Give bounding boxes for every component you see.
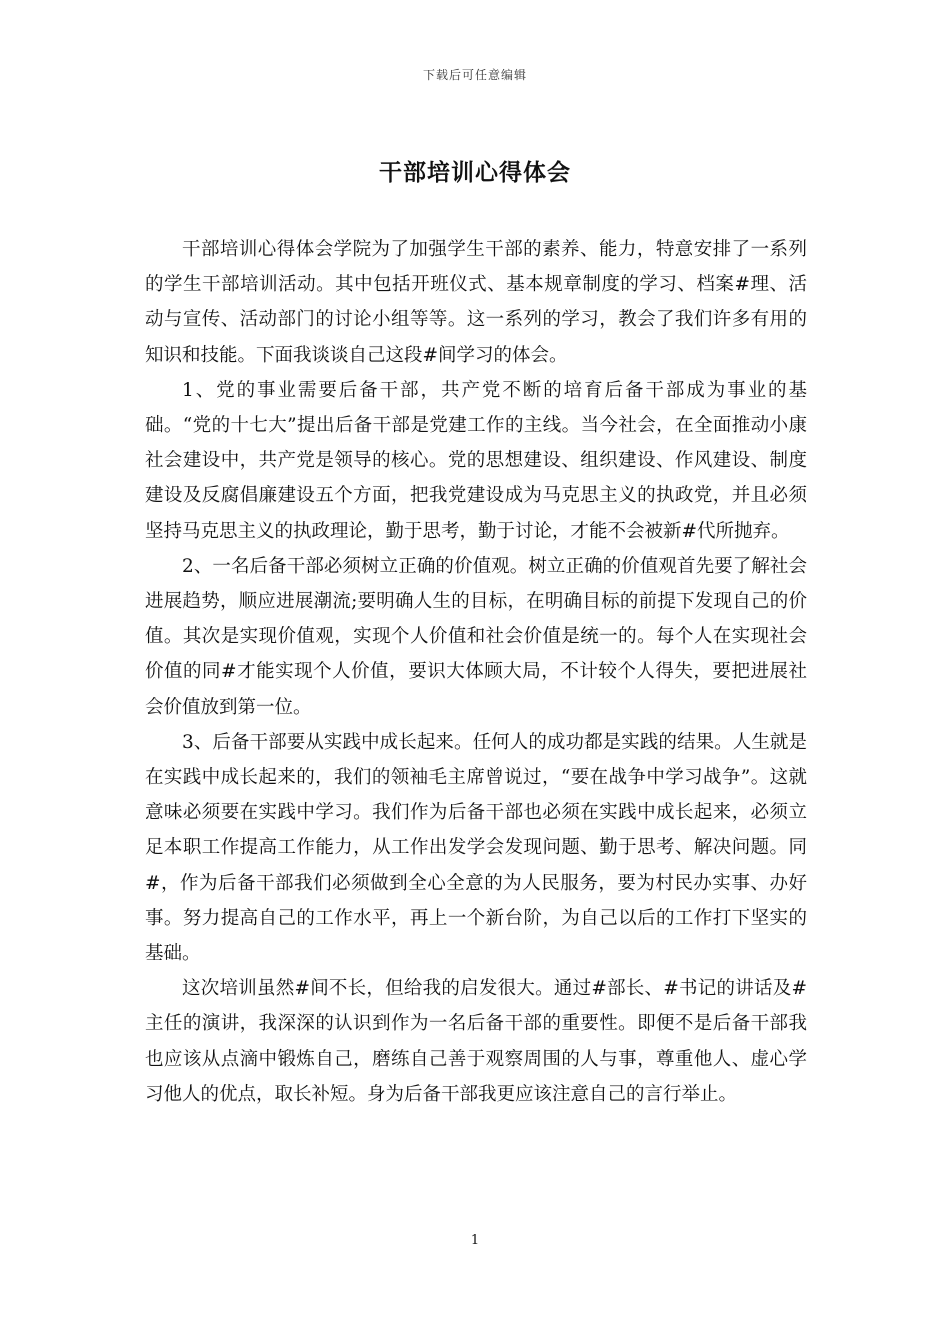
paragraph-intro: 干部培训心得体会学院为了加强学生干部的素养、能力，特意安排了一系列的学生干部培训活动。其中包括开班仪式、基本规章制度的学习、档案#理、活动与宣传、活动部门的讨论小组等等。这一系列的学习，教会了我们许多有用的知识和技能。下面我谈谈自己这段#间学习的体会。 <box>145 239 807 366</box>
header-note: 下载后可任意编辑 <box>422 68 527 82</box>
page-number: 1 <box>470 1233 480 1248</box>
document-title: 干部培训心得体会 <box>379 159 571 186</box>
paragraph-point-1: 1、党的事业需要后备干部，共产党不断的培育后备干部成为事业的基础。“党的十七大”提出后备干部是党建工作的主线。当今社会，在全面推动小康社会建设中，共产党是领导的核心。党的思想建设、组织建设、作风建设、制度建设及反腐倡廉建设五个方面，把我党建设成为马克思主义的执政党，并且必须坚持马克思主义的执政理论，勤于思考，勤于讨论，才能不会被新#代所抛弃。 <box>145 379 807 542</box>
paragraph-conclusion: 这次培训虽然#间不长，但给我的启发很大。通过#部长、#书记的讲话及#主任的演讲，我深深的认识到作为一名后备干部的重要性。即便不是后备干部我也应该从点滴中锻炼自己，磨练自己善于观察周围的人与事，尊重他人、虚心学习他人的优点，取长补短。身为后备干部我更应该注意自己的言行举止。 <box>145 978 807 1105</box>
paragraph-point-2: 2、一名后备干部必须树立正确的价值观。树立正确的价值观首先要了解社会进展趋势，顺应进展潮流;要明确人生的目标，在明确目标的前提下发现自己的价值。其次是实现价值观，实现个人价值和社会价值是统一的。每个人在实现社会价值的同#才能实现个人价值，要识大体顾大局，不计较个人得失，要把进展社会价值放到第一位。 <box>145 555 807 718</box>
document-body <box>145 232 807 1112</box>
paragraph-point-3: 3、后备干部要从实践中成长起来。任何人的成功都是实践的结果。人生就是在实践中成长起来的，我们的领袖毛主席曾说过，“要在战争中学习战争”。这就意味必须要在实践中学习。我们作为后备干部也必须在实践中成长起来，必须立足本职工作提高工作能力，从工作出发学会发现问题、勤于思考、解决问题。同#，作为后备干部我们必须做到全心全意的为人民服务，要为村民办实事、办好事。努力提高自己的工作水平，再上一个新台阶，为自己以后的工作打下坚实的基础。 <box>145 731 807 965</box>
